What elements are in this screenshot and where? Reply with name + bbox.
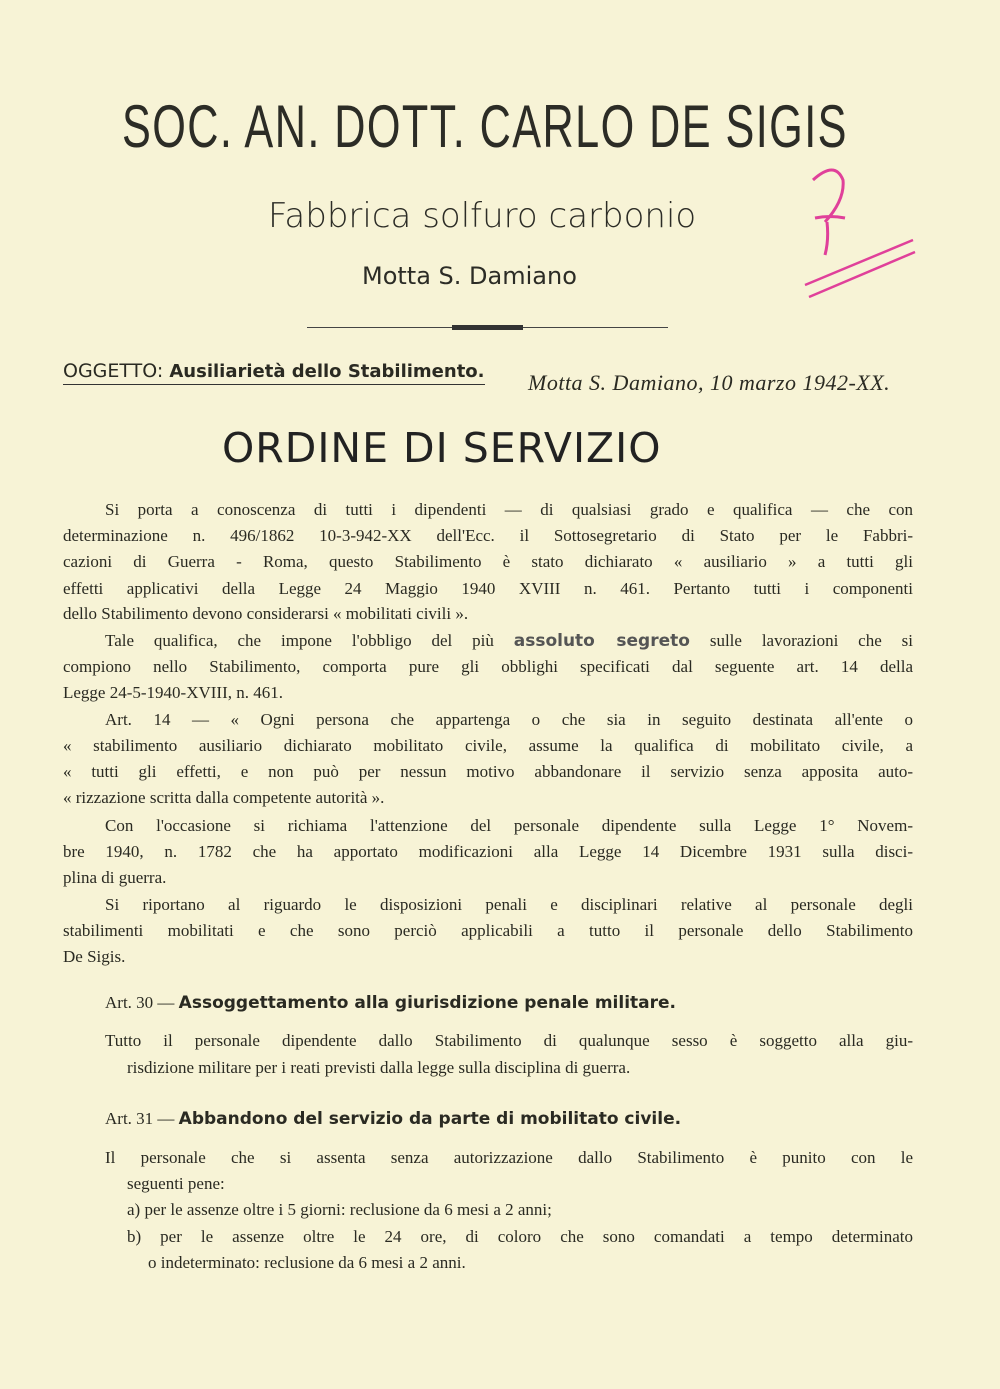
body-line: « stabilimento ausiliario dichiarato mobilitato civile, assume la qualifica di mobilitato civile, a [63, 736, 913, 755]
body-line: plina di guerra. [63, 868, 167, 887]
article-31-heading: Art. 31 — Abbandono del servizio da parte di mobilitato civile. [105, 1109, 682, 1129]
body-line: Tale qualifica, che impone l'obbligo del più assoluto segreto sulle lavorazioni che si [105, 631, 913, 651]
body-line: Il personale che si assenta senza autorizzazione dallo Stabilimento è punito con le [105, 1148, 913, 1167]
body-line: bre 1940, n. 1782 che ha apportato modificazioni alla Legge 14 Dicembre 1931 sulla disci- [63, 842, 913, 861]
body-line: Legge 24-5-1940-XVIII, n. 461. [63, 683, 283, 702]
body-line: Si porta a conoscenza di tutti i dipendenti — di qualsiasi grado e qualifica — che con [105, 500, 913, 519]
document-date: Motta S. Damiano, 10 marzo 1942-XX. [528, 370, 891, 395]
subject-line [63, 360, 485, 385]
body-line: « tutti gli effetti, e non può per nessun motivo abbandonare il servizio senza apposita auto- [63, 762, 913, 781]
document-heading: ORDINE DI SERVIZIO [222, 424, 662, 472]
body-line: cazioni di Guerra - Roma, questo Stabilimento è stato dichiarato « ausiliario » a tutti gli [63, 552, 913, 571]
body-line: effetti applicativi della Legge 24 Maggio 1940 XVIII n. 461. Pertanto tutti i componenti [63, 579, 913, 598]
article-30-heading: Art. 30 — Assoggettamento alla giurisdizione penale militare. [105, 993, 677, 1013]
list-item: b) per le assenze oltre le 24 ore, di coloro che sono comandati a tempo determinato [127, 1227, 913, 1246]
company-subtitle: Fabbrica solfuro carbonio [268, 196, 697, 236]
body-line: Si riportano al riguardo le disposizioni penali e disciplinari relative al personale degli [105, 895, 913, 914]
body-line: Con l'occasione si richiama l'attenzione del personale dipendente sulla Legge 1° Novem- [105, 816, 913, 835]
company-name: SOC. AN. DOTT. CARLO DE SIGIS [122, 93, 848, 160]
emphasis-secret: assoluto segreto [513, 631, 690, 651]
body-line: determinazione n. 496/1862 10-3-942-XX dell'Ecc. il Sottosegretario di Stato per le Fabbri- [63, 526, 913, 545]
subject-label: OGGETTO: [63, 360, 164, 382]
body-line: stabilimenti mobilitati e che sono perciò applicabili a tutto il personale dello Stabilimento [63, 921, 913, 940]
body-line: « rizzazione scritta dalla competente autorità ». [63, 788, 385, 807]
body-line: dello Stabilimento devono considerarsi « mobilitati civili ». [63, 604, 469, 623]
list-item: a) per le assenze oltre i 5 giorni: reclusione da 6 mesi a 2 anni; [127, 1200, 552, 1219]
divider-accent [452, 325, 523, 330]
body-line: Tutto il personale dipendente dallo Stabilimento di qualunque sesso è soggetto alla giu- [105, 1031, 913, 1050]
list-item: o indeterminato: reclusione da 6 mesi a 2 anni. [148, 1253, 466, 1272]
body-line: seguenti pene: [127, 1174, 225, 1193]
company-location: Motta S. Damiano [362, 262, 577, 290]
body-line: Art. 14 — « Ogni persona che appartenga o che sia in seguito destinata all'ente o [105, 710, 913, 729]
body-line: compiono nello Stabilimento, comporta pure gli obblighi specificati dal seguente art. 14 della [63, 657, 913, 676]
handwritten-annotation-mark [795, 160, 920, 305]
body-line: risdizione militare per i reati previsti dalla legge sulla disciplina di guerra. [127, 1058, 631, 1077]
body-line: De Sigis. [63, 947, 126, 966]
subject-text: Ausiliarietà dello Stabilimento. [169, 361, 485, 382]
